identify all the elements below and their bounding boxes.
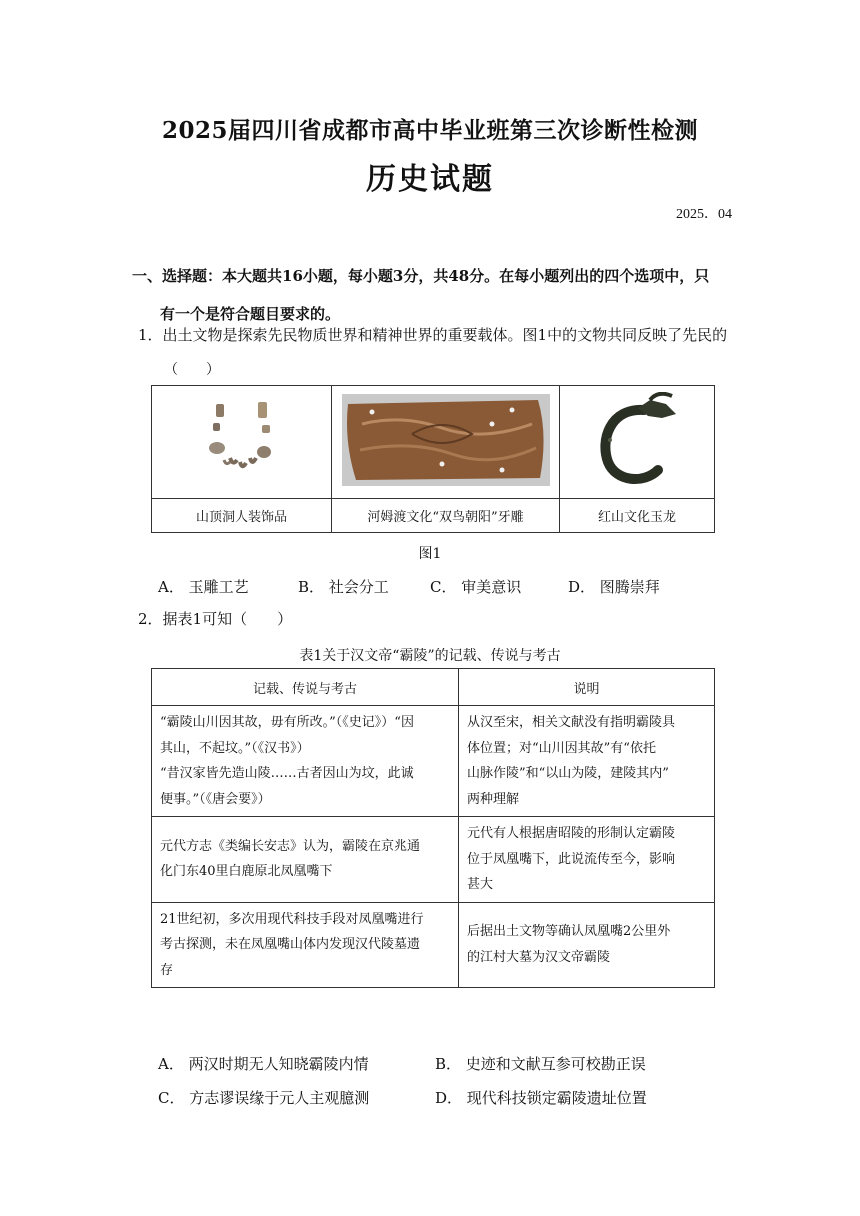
table-1-row-3-notes [459,902,715,988]
figure-1-caption-2: 河姆渡文化“双鸟朝阳”牙雕 [332,499,560,533]
figure-1-cell-1 [152,386,332,499]
cell-line: 化门东40里白鹿原北凤凰嘴下 [160,864,333,880]
bead-2 [258,402,267,418]
q1-option-a[interactable]: A． 玉雕工艺 [158,578,249,596]
question-1-answer-paren: （ ） [164,362,220,378]
figure-1-cell-3 [560,386,715,499]
hole-4 [439,462,444,467]
table-row [152,817,715,903]
bead-3 [213,423,220,431]
shell-bead-ornaments-image [202,398,282,482]
double-bird-ivory-carving-image [342,394,550,486]
cell-line: 元代有人根据唐昭陵的形制认定霸陵 [467,826,676,841]
cell-line: 的江村大墓为汉文帝霸陵 [467,949,611,965]
section-heading-line1: 一、选择题：本大题共16小题，每小题3分，共48分。在每小题列出的四个选项中，只 [132,267,710,285]
table-1-row-1-records [152,706,459,817]
dragon-head [638,400,676,418]
tooth-2 [240,462,246,466]
figure-1-caption-3: 红山文化玉龙 [560,499,715,533]
cell-line: 甚大 [467,877,494,892]
tooth-1 [230,458,237,463]
hole-1 [369,410,374,415]
cell-line: “霸陵山川因其故，毋有所改。”（《史记》）“因 [160,715,414,730]
shell-2 [257,446,271,458]
shell-1 [209,442,225,454]
tooth-3 [250,458,256,462]
hole-2 [509,408,514,413]
hole-5 [499,468,504,473]
q1-option-b[interactable]: B． 社会分工 [298,578,389,596]
figure-1-caption-1: 山顶洞人装饰品 [152,499,332,533]
q2-option-b[interactable]: B． 史迹和文献互参可校勘正误 [435,1055,646,1073]
table-row [152,706,715,817]
figure-1-label: 图1 [418,546,442,562]
cell-line: 两种理解 [467,791,520,807]
section-heading-line2: 有一个是符合题目要求的。 [160,305,341,323]
q1-option-d[interactable]: D． 图腾崇拜 [568,578,660,596]
table-1-row-2-records [152,817,459,903]
table-1-header-records: 记载、传说与考古 [152,669,459,706]
table-1-row-2-notes [459,817,715,903]
q2-option-a[interactable]: A． 两汉时期无人知晓霸陵内情 [158,1055,369,1073]
q2-option-d[interactable]: D． 现代科技锁定霸陵遗址位置 [435,1089,647,1107]
cell-line: 山脉作陵”和“以山为陵，建陵其内” [467,766,669,781]
table-row [152,902,715,988]
hole-3 [489,422,494,427]
figure-1-table [151,385,715,533]
dragon-body [605,410,658,479]
cell-line: 后据出土文物等确认凤凰嘴2公里外 [467,924,671,940]
cell-line: 考古探测，未在凤凰嘴山体内发现汉代陵墓遗 [160,937,421,952]
bead-4 [262,425,270,433]
table-1-row-1-notes [459,706,715,817]
suspension-hole [608,438,612,442]
section-heading [132,257,744,333]
q1-option-c[interactable]: C． 审美意识 [430,578,522,596]
cell-line: 21世纪初，多次用现代科技手段对凤凰嘴进行 [160,911,424,927]
table-1-header-notes: 说明 [459,669,715,706]
cell-line: 体位置；对“山川因其故”有“依托 [467,740,656,756]
cell-line: 元代方志《类编长安志》认为，霸陵在京兆通 [160,838,421,854]
subject-title: 历史试题 [366,162,494,197]
table-1-caption: 表1关于汉文帝“霸陵”的记载、传说与考古 [299,648,561,664]
question-1-stem: 1．出土文物是探索先民物质世界和精神世界的重要载体。图1中的文物共同反映了先民的 [138,326,728,344]
figure-1-cell-2 [332,386,560,499]
c-shaped-jade-dragon-image [592,392,682,488]
cell-line: 存 [160,962,174,978]
question-2-stem: 2．据表1可知（ ） [138,610,293,628]
cell-line: “昔汉家皆先造山陵……古者因山为坟，此诚 [160,766,414,781]
ivory-plate [347,400,544,480]
cell-line: 位于凤凰嘴下，此说流传至今，影响 [467,851,676,867]
table-1 [151,668,715,988]
cell-line: 便事。”（《唐会要》） [160,791,271,807]
dragon-mane [650,394,672,400]
cell-line: 从汉至宋，相关文献没有指明霸陵具 [467,715,676,730]
table-1-row-3-records [152,902,459,988]
cell-line: 其山，不起坟。”（《汉书》） [160,740,310,756]
exam-title: 2025届四川省成都市高中毕业班第三次诊断性检测 [161,117,698,144]
exam-date: 2025．04 [676,207,732,222]
q2-option-c[interactable]: C． 方志谬误缘于元人主观臆测 [158,1089,370,1107]
bead-1 [216,404,224,417]
